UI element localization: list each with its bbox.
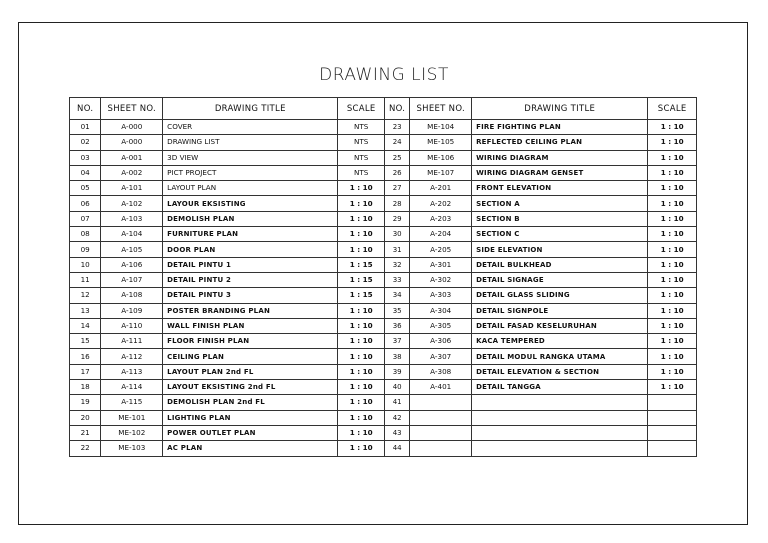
row-drawing-title: DETAIL PINTU 3 [163,288,338,303]
table-row [70,349,697,364]
row-sheet-no: ME-102 [101,425,163,440]
row-sheet-no: A-001 [101,150,163,165]
row-scale: 1 : 10 [338,334,385,349]
row-sheet-no-2: ME-106 [410,150,472,165]
row-no-2: 37 [385,334,410,349]
row-drawing-title: LAYOUT PLAN [163,181,338,196]
row-no-2: 27 [385,181,410,196]
row-sheet-no: A-109 [101,303,163,318]
row-no: 19 [70,395,101,410]
row-no-2: 41 [385,395,410,410]
row-no: 05 [70,181,101,196]
row-scale: 1 : 10 [338,441,385,456]
table-row [70,288,697,303]
row-scale-2: 1 : 10 [648,272,697,287]
table-row [70,272,697,287]
row-no: 06 [70,196,101,211]
row-sheet-no: A-112 [101,349,163,364]
row-scale: 1 : 10 [338,318,385,333]
row-scale-2: 1 : 10 [648,227,697,242]
drawing-list-table [69,97,697,457]
row-no-2: 30 [385,227,410,242]
row-sheet-no: A-113 [101,364,163,379]
row-drawing-title-2: SECTION C [472,227,648,242]
row-no: 09 [70,242,101,257]
row-drawing-title: PICT PROJECT [163,165,338,180]
row-drawing-title: DETAIL PINTU 2 [163,272,338,287]
row-no: 04 [70,165,101,180]
row-scale: NTS [338,135,385,150]
row-drawing-title: DETAIL PINTU 1 [163,257,338,272]
row-no: 15 [70,334,101,349]
header-drawing-title-2: DRAWING TITLE [472,98,648,120]
row-no: 14 [70,318,101,333]
row-scale-2: 1 : 10 [648,165,697,180]
row-scale-2: 1 : 10 [648,181,697,196]
row-drawing-title-2: FIRE FIGHTING PLAN [472,120,648,135]
row-scale: 1 : 10 [338,227,385,242]
row-scale-2: 1 : 10 [648,242,697,257]
table-row [70,181,697,196]
header-sheet-no: SHEET NO. [101,98,163,120]
row-drawing-title-2 [472,395,648,410]
row-sheet-no: A-104 [101,227,163,242]
table-row [70,135,697,150]
row-scale: 1 : 10 [338,242,385,257]
header-row [70,98,697,120]
row-scale: 1 : 10 [338,349,385,364]
row-no: 12 [70,288,101,303]
row-drawing-title-2: DETAIL GLASS SLIDING [472,288,648,303]
row-scale-2: 1 : 10 [648,150,697,165]
row-scale: 1 : 10 [338,364,385,379]
table-row [70,211,697,226]
row-drawing-title-2: WIRING DIAGRAM GENSET [472,165,648,180]
row-no: 18 [70,380,101,395]
header-drawing-title: DRAWING TITLE [163,98,338,120]
row-drawing-title-2: SECTION A [472,196,648,211]
row-sheet-no: A-111 [101,334,163,349]
row-drawing-title-2: DETAIL SIGNAGE [472,272,648,287]
row-scale: 1 : 10 [338,211,385,226]
row-sheet-no-2: A-308 [410,364,472,379]
row-no-2: 24 [385,135,410,150]
row-sheet-no-2: A-301 [410,257,472,272]
row-no-2: 26 [385,165,410,180]
row-sheet-no-2 [410,441,472,456]
table-row [70,242,697,257]
row-scale-2 [648,441,697,456]
row-sheet-no-2: A-203 [410,211,472,226]
row-scale-2: 1 : 10 [648,349,697,364]
row-scale: 1 : 15 [338,288,385,303]
row-drawing-title-2: KACA TEMPERED [472,334,648,349]
row-no: 11 [70,272,101,287]
row-no: 22 [70,441,101,456]
row-scale: 1 : 10 [338,395,385,410]
row-drawing-title-2 [472,441,648,456]
row-drawing-title: LIGHTING PLAN [163,410,338,425]
row-no-2: 42 [385,410,410,425]
table-row [70,410,697,425]
header-no-2: NO. [385,98,410,120]
row-scale-2: 1 : 10 [648,364,697,379]
table-row [70,334,697,349]
row-sheet-no-2: A-306 [410,334,472,349]
row-scale-2: 1 : 10 [648,380,697,395]
row-sheet-no-2: A-307 [410,349,472,364]
row-sheet-no: A-002 [101,165,163,180]
row-sheet-no: A-105 [101,242,163,257]
row-sheet-no-2: A-302 [410,272,472,287]
row-drawing-title: POSTER BRANDING PLAN [163,303,338,318]
row-drawing-title: 3D VIEW [163,150,338,165]
table-row [70,318,697,333]
header-sheet-no-2: SHEET NO. [410,98,472,120]
row-sheet-no-2: ME-104 [410,120,472,135]
table-row [70,380,697,395]
row-scale-2: 1 : 10 [648,211,697,226]
row-sheet-no-2: A-304 [410,303,472,318]
row-scale: 1 : 15 [338,257,385,272]
row-scale-2: 1 : 10 [648,303,697,318]
row-drawing-title: COVER [163,120,338,135]
row-sheet-no: A-115 [101,395,163,410]
table-row [70,165,697,180]
row-no: 16 [70,349,101,364]
row-scale: 1 : 10 [338,196,385,211]
row-no: 03 [70,150,101,165]
row-scale-2: 1 : 10 [648,257,697,272]
row-sheet-no: A-000 [101,135,163,150]
row-no: 08 [70,227,101,242]
row-scale-2: 1 : 10 [648,120,697,135]
row-sheet-no-2: A-303 [410,288,472,303]
row-sheet-no: A-102 [101,196,163,211]
table-row [70,303,697,318]
row-sheet-no-2: A-205 [410,242,472,257]
row-scale-2 [648,410,697,425]
row-no-2: 44 [385,441,410,456]
row-no-2: 32 [385,257,410,272]
row-no-2: 36 [385,318,410,333]
row-sheet-no: A-108 [101,288,163,303]
row-drawing-title-2: DETAIL MODUL RANGKA UTAMA [472,349,648,364]
row-scale: NTS [338,120,385,135]
row-no: 10 [70,257,101,272]
row-scale-2: 1 : 10 [648,288,697,303]
row-drawing-title: DEMOLISH PLAN [163,211,338,226]
row-sheet-no-2 [410,410,472,425]
table-row [70,150,697,165]
row-no-2: 40 [385,380,410,395]
row-scale: 1 : 10 [338,425,385,440]
row-drawing-title: DRAWING LIST [163,135,338,150]
row-no: 20 [70,410,101,425]
row-drawing-title-2: DETAIL BULKHEAD [472,257,648,272]
row-sheet-no: A-000 [101,120,163,135]
row-drawing-title: CEILING PLAN [163,349,338,364]
table-row [70,364,697,379]
row-drawing-title-2: SIDE ELEVATION [472,242,648,257]
row-scale: NTS [338,165,385,180]
row-scale: 1 : 10 [338,410,385,425]
row-no-2: 31 [385,242,410,257]
row-sheet-no-2: A-204 [410,227,472,242]
row-sheet-no: A-106 [101,257,163,272]
row-no: 02 [70,135,101,150]
row-drawing-title-2: DETAIL ELEVATION & SECTION [472,364,648,379]
row-drawing-title: LAYOUR EKSISTING [163,196,338,211]
table-row [70,257,697,272]
row-drawing-title-2: WIRING DIAGRAM [472,150,648,165]
row-drawing-title-2: DETAIL TANGGA [472,380,648,395]
row-no: 17 [70,364,101,379]
row-sheet-no-2: ME-105 [410,135,472,150]
row-sheet-no-2 [410,395,472,410]
table-row [70,425,697,440]
row-sheet-no: A-110 [101,318,163,333]
row-scale: 1 : 15 [338,272,385,287]
row-drawing-title-2: DETAIL FASAD KESELURUHAN [472,318,648,333]
row-no-2: 39 [385,364,410,379]
row-drawing-title-2 [472,410,648,425]
row-sheet-no: A-103 [101,211,163,226]
row-sheet-no: ME-103 [101,441,163,456]
row-scale-2 [648,395,697,410]
row-drawing-title-2: SECTION B [472,211,648,226]
row-drawing-title: WALL FINISH PLAN [163,318,338,333]
row-sheet-no-2: A-305 [410,318,472,333]
table-row [70,441,697,456]
row-no-2: 29 [385,211,410,226]
table-row [70,395,697,410]
row-scale-2: 1 : 10 [648,334,697,349]
row-scale: 1 : 10 [338,303,385,318]
row-no-2: 23 [385,120,410,135]
row-scale: 1 : 10 [338,380,385,395]
header-scale: SCALE [338,98,385,120]
table-row [70,120,697,135]
row-sheet-no: A-114 [101,380,163,395]
table-row [70,196,697,211]
row-scale-2: 1 : 10 [648,196,697,211]
row-drawing-title: DOOR PLAN [163,242,338,257]
row-no-2: 35 [385,303,410,318]
row-drawing-title-2: REFLECTED CEILING PLAN [472,135,648,150]
row-scale-2 [648,425,697,440]
row-scale-2: 1 : 10 [648,318,697,333]
row-drawing-title: POWER OUTLET PLAN [163,425,338,440]
row-drawing-title: FURNITURE PLAN [163,227,338,242]
row-no: 21 [70,425,101,440]
row-sheet-no-2: A-401 [410,380,472,395]
row-sheet-no: ME-101 [101,410,163,425]
row-no-2: 43 [385,425,410,440]
header-scale-2: SCALE [648,98,697,120]
row-no-2: 25 [385,150,410,165]
row-drawing-title: DEMOLISH PLAN 2nd FL [163,395,338,410]
row-no-2: 28 [385,196,410,211]
row-scale: 1 : 10 [338,181,385,196]
row-scale: NTS [338,150,385,165]
row-drawing-title-2: DETAIL SIGNPOLE [472,303,648,318]
row-drawing-title-2 [472,425,648,440]
row-no-2: 34 [385,288,410,303]
row-sheet-no-2: A-202 [410,196,472,211]
row-no: 01 [70,120,101,135]
row-drawing-title-2: FRONT ELEVATION [472,181,648,196]
row-sheet-no-2 [410,425,472,440]
row-drawing-title: FLOOR FINISH PLAN [163,334,338,349]
row-scale-2: 1 : 10 [648,135,697,150]
row-drawing-title: LAYOUT PLAN 2nd FL [163,364,338,379]
row-no: 13 [70,303,101,318]
row-drawing-title: AC PLAN [163,441,338,456]
row-sheet-no: A-107 [101,272,163,287]
table-row [70,227,697,242]
page-title: DRAWING LIST [319,65,449,85]
row-sheet-no-2: ME-107 [410,165,472,180]
row-drawing-title: LAYOUT EKSISTING 2nd FL [163,380,338,395]
row-no-2: 33 [385,272,410,287]
row-sheet-no-2: A-201 [410,181,472,196]
row-no: 07 [70,211,101,226]
row-sheet-no: A-101 [101,181,163,196]
row-no-2: 38 [385,349,410,364]
header-no: NO. [70,98,101,120]
